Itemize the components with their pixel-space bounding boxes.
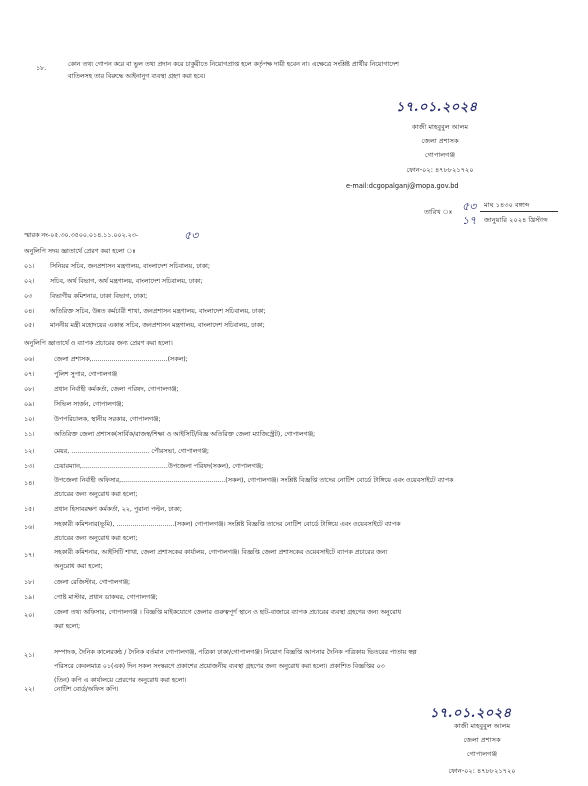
- list-item-number: ০২।: [24, 278, 35, 285]
- signature-top: ১৭.০১.২০২৪: [396, 100, 478, 115]
- list-item-line: পোষ্ট মাস্টার, প্রধান ডাকঘর, গোপালগঞ্জ;: [54, 594, 158, 601]
- list-item-line: সম্পাদক, দৈনিক কালেরকন্ঠ / দৈনিক বর্তমান গোপালগঞ্জ, পত্রিকা ঢাকা/গোপালগঞ্জ। নিয়োগ বিজ্ঞপ্তি আপনার দৈনিক পত্রিকায় ভিতরের পাতায় স্বল্প: [54, 649, 417, 656]
- list-item-number: ১৩।: [24, 463, 35, 470]
- list-item-line: সিভিল সার্জন, গোপালগঞ্জ;: [54, 401, 124, 408]
- bottom-signer-phone: ফোন-০২: ৪৭৮৮২১৭২০: [448, 767, 516, 775]
- list-item-number: ১১।: [24, 431, 35, 438]
- list-item-number: ০৩: [24, 293, 33, 300]
- bangla-day-handwritten: ৫৩: [462, 200, 477, 213]
- list-item-line: নোটিশ বোর্ড/অফিস কপি।: [54, 686, 119, 693]
- list-item-line: পরিসরে কেবলমাত্র ০১(এক) দিন সকল সংস্করণে প্রকাশের প্রয়োজনীয় ব্যবস্থা গ্রহণের জন্য অনুরোধ করা হলো। প্রকাশিত বিজ্ঞপ্তির ০৩: [54, 663, 385, 670]
- list-item-number: ০৫।: [24, 322, 35, 329]
- list-item-line: অতিরিক্ত জেলা প্রশাসক(সার্বিক/রাজস্ব/শিক্ষা ও আইসিটি/বিজ্ঞ অতিরিক্ত জেলা ম্যাজিস্ট্রেট), গোপালগঞ্জ;: [54, 431, 316, 438]
- list-item-number: ২১।: [24, 652, 35, 659]
- list-item-line: মেয়র, ....................................... পৌরসভা, গোপালগঞ্জ;: [54, 448, 209, 455]
- list-item-number: ১৮।: [24, 579, 35, 586]
- copy-heading: অনুলিপি সদয় জ্ঞাতার্থে প্রেরণ করা হলো ঃ: [24, 248, 136, 255]
- list-item-line: অনুরোধ করা হলো;: [54, 563, 103, 570]
- signer-phone: ফোন-০২: ৪৭৮৮২১৭২০: [406, 166, 474, 174]
- list-item: সচিব, অর্থ বিভাগ, অর্থ মন্ত্রণালয়, বাংলাদেশ সচিবালয়, ঢাকা;: [50, 278, 203, 285]
- list-item-line: করা হলো;: [54, 623, 81, 630]
- list-item: মাননীয় মন্ত্রী মহোদয়ের একান্ত সচিব, জনপ্রশাসন মন্ত্রণালয়, বাংলাদেশ সচিবালয়, ঢাকা;: [50, 322, 265, 329]
- list-item-number: ১৫।: [24, 506, 35, 513]
- list-item-line: (তিন) কপি এ কার্যালয়ে প্রেরণের অনুরোধ করা হলো।: [54, 677, 187, 684]
- clause-number: ১৮.: [36, 64, 47, 72]
- signer-name: কাজী মাহবুবুল আলম: [411, 123, 469, 131]
- list-item-line: প্রধান হিসাবরক্ষণ কর্মকর্তা, ২২, পুরানা পল্টন, ঢাকা;: [54, 506, 182, 513]
- list-item-number: ১২।: [24, 448, 35, 455]
- signer-email[interactable]: e-mail:dcgopalganj@mopa.gov.bd: [346, 182, 459, 190]
- memo-ref-handwritten: ৫৩: [184, 229, 199, 242]
- list-item-line: জেলা প্রশাসক,......................................(সকল);: [54, 356, 188, 363]
- eng-day-handwritten: ১৭: [462, 214, 477, 227]
- list-item: সিনিয়র সচিব, জনপ্রশাসন মন্ত্রণালয়, বাংলাদেশ সচিবালয়, ঢাকা;: [50, 263, 210, 270]
- memo-ref: স্মারক নং-০৫.৩০.৩৫০০.০১৪.১১.০০২.২৩-: [24, 232, 139, 239]
- list-item-number: ০৪।: [24, 308, 35, 315]
- eng-date: জানুয়ারি ২০২৪ খ্রিস্টাব্দ: [484, 216, 548, 224]
- list-item-line: সহকারী কমিশনার(ভূমি), .............................(সকল) গোপালগঞ্জ। সংশ্লিষ্ট বিজ্ঞপ্তি তাদের নোটিশ বোর্ডে টাঙ্গিয়ে এবং ওয়েবসাইটে ব্যাপক: [54, 521, 401, 528]
- bottom-signer-name: কাজী মাহবুবুল আলম: [453, 722, 511, 730]
- signer-title: জেলা প্রশাসক: [421, 137, 459, 145]
- action-heading: অনুলিপি জ্ঞাতার্থে ও ব্যাপক প্রচারের জন্য প্রেরণ করা হলো।: [24, 340, 173, 347]
- bottom-signer-place: গোপালগঞ্জ: [466, 750, 498, 758]
- list-item-number: ০১।: [24, 263, 35, 270]
- list-item-number: ১৭।: [24, 552, 35, 559]
- bottom-signer-title: জেলা প্রশাসক: [463, 736, 501, 744]
- date-label: তারিখ ঃ: [424, 208, 453, 216]
- list-item-line: চেয়ারম্যান,...........................................উপজেলা পরিষদ(সকল), গোপালগঞ্জ;: [54, 463, 264, 470]
- bangla-date: মাঘ ১৪৩০ বঙ্গাব্দ: [484, 201, 530, 209]
- list-item: অতিরিক্ত সচিব, উন্নত কর্মচারী শাখা, জনপ্রশাসন মন্ত্রণালয়, বাংলাদেশ সচিবালয়, ঢাকা;: [50, 308, 266, 315]
- list-item-number: ২২।: [24, 686, 35, 693]
- list-item-line: প্রচারের জন্য অনুরোধ করা হলো;: [54, 491, 138, 498]
- list-item-number: ০৯।: [24, 401, 35, 408]
- date-divider: [480, 211, 558, 212]
- list-item-number: ২০।: [24, 612, 35, 619]
- list-item-number: ০৮।: [24, 386, 35, 393]
- list-item-number: ০৭।: [24, 371, 35, 378]
- list-item-line: উপজেলা নির্বাহী অফিসার,....................................................(সকল), গোপালগঞ্জ। সংশ্লিষ্ট বিজ্ঞপ্তি তাদের নোটিশ বোর্ডে টাঙ্গিয়ে এবং ওয়েবসাইটে ব্যাপক: [54, 477, 454, 484]
- list-item-line: প্রচারের জন্য অনুরোধ করা হলো;: [54, 535, 138, 542]
- list-item: বিভাগীয় কমিশনার, ঢাকা বিভাগ, ঢাকা;: [50, 293, 148, 300]
- clause-line-2: বাতিলসহ তার বিরুদ্ধে আইনানুগ ব্যবস্থা গ্রহণ করা হবে।: [68, 73, 206, 80]
- list-item-line: উপপরিচালক, স্থানীয় সরকার, গোপালগঞ্জ;: [54, 416, 161, 423]
- signature-bottom: ১৭.০১.২০২৪: [430, 706, 512, 721]
- signer-place: গোপালগঞ্জ: [424, 151, 456, 159]
- list-item-line: সহকারী কমিশনার, আইসিটি শাখা, জেলা প্রশাসকের কার্যালয়, গোপালগঞ্জ। বিজ্ঞপ্তি জেলা প্রশাসকের ওয়েবসাইটে ব্যাপক প্রচারের জন্য: [54, 549, 388, 556]
- list-item-line: জেলা তথ্য অফিসার, গোপালগঞ্জ । বিজ্ঞপ্তি মাইকযোগে জেলার গুরুত্বপূর্ণ স্থানে ও হাট-বাজারে ব্যাপক প্রচারের ব্যবস্থা গ্রহণের জন্য অনুরোধ: [54, 609, 402, 616]
- list-item-number: ১৪।: [24, 480, 35, 487]
- list-item-line: প্রধান নির্বাহী কর্মকর্তা, জেলা পরিষদ, গোপালগঞ্জ;: [54, 386, 179, 393]
- list-item-number: ১০।: [24, 416, 35, 423]
- list-item-number: ১৯।: [24, 594, 35, 601]
- list-item-line: জেলা রেজিস্টার, গোপালগঞ্জ;: [54, 579, 131, 586]
- list-item-line: পুলিশ সুপার, গোপালগঞ্জ: [54, 371, 118, 378]
- list-item-number: ১৬।: [24, 524, 35, 531]
- list-item-number: ০৬।: [24, 356, 35, 363]
- clause-line-1: কোন তথ্য গোপন করে বা ভুল তথ্য প্রদান করে চাকুরীতে নিয়োগপ্রাপ্ত হলে কর্তৃপক্ষ দায়ী হবেন না। এক্ষেত্রে সংশ্লিষ্ট প্রার্থীর নিয়োগাদেশ: [68, 61, 399, 68]
